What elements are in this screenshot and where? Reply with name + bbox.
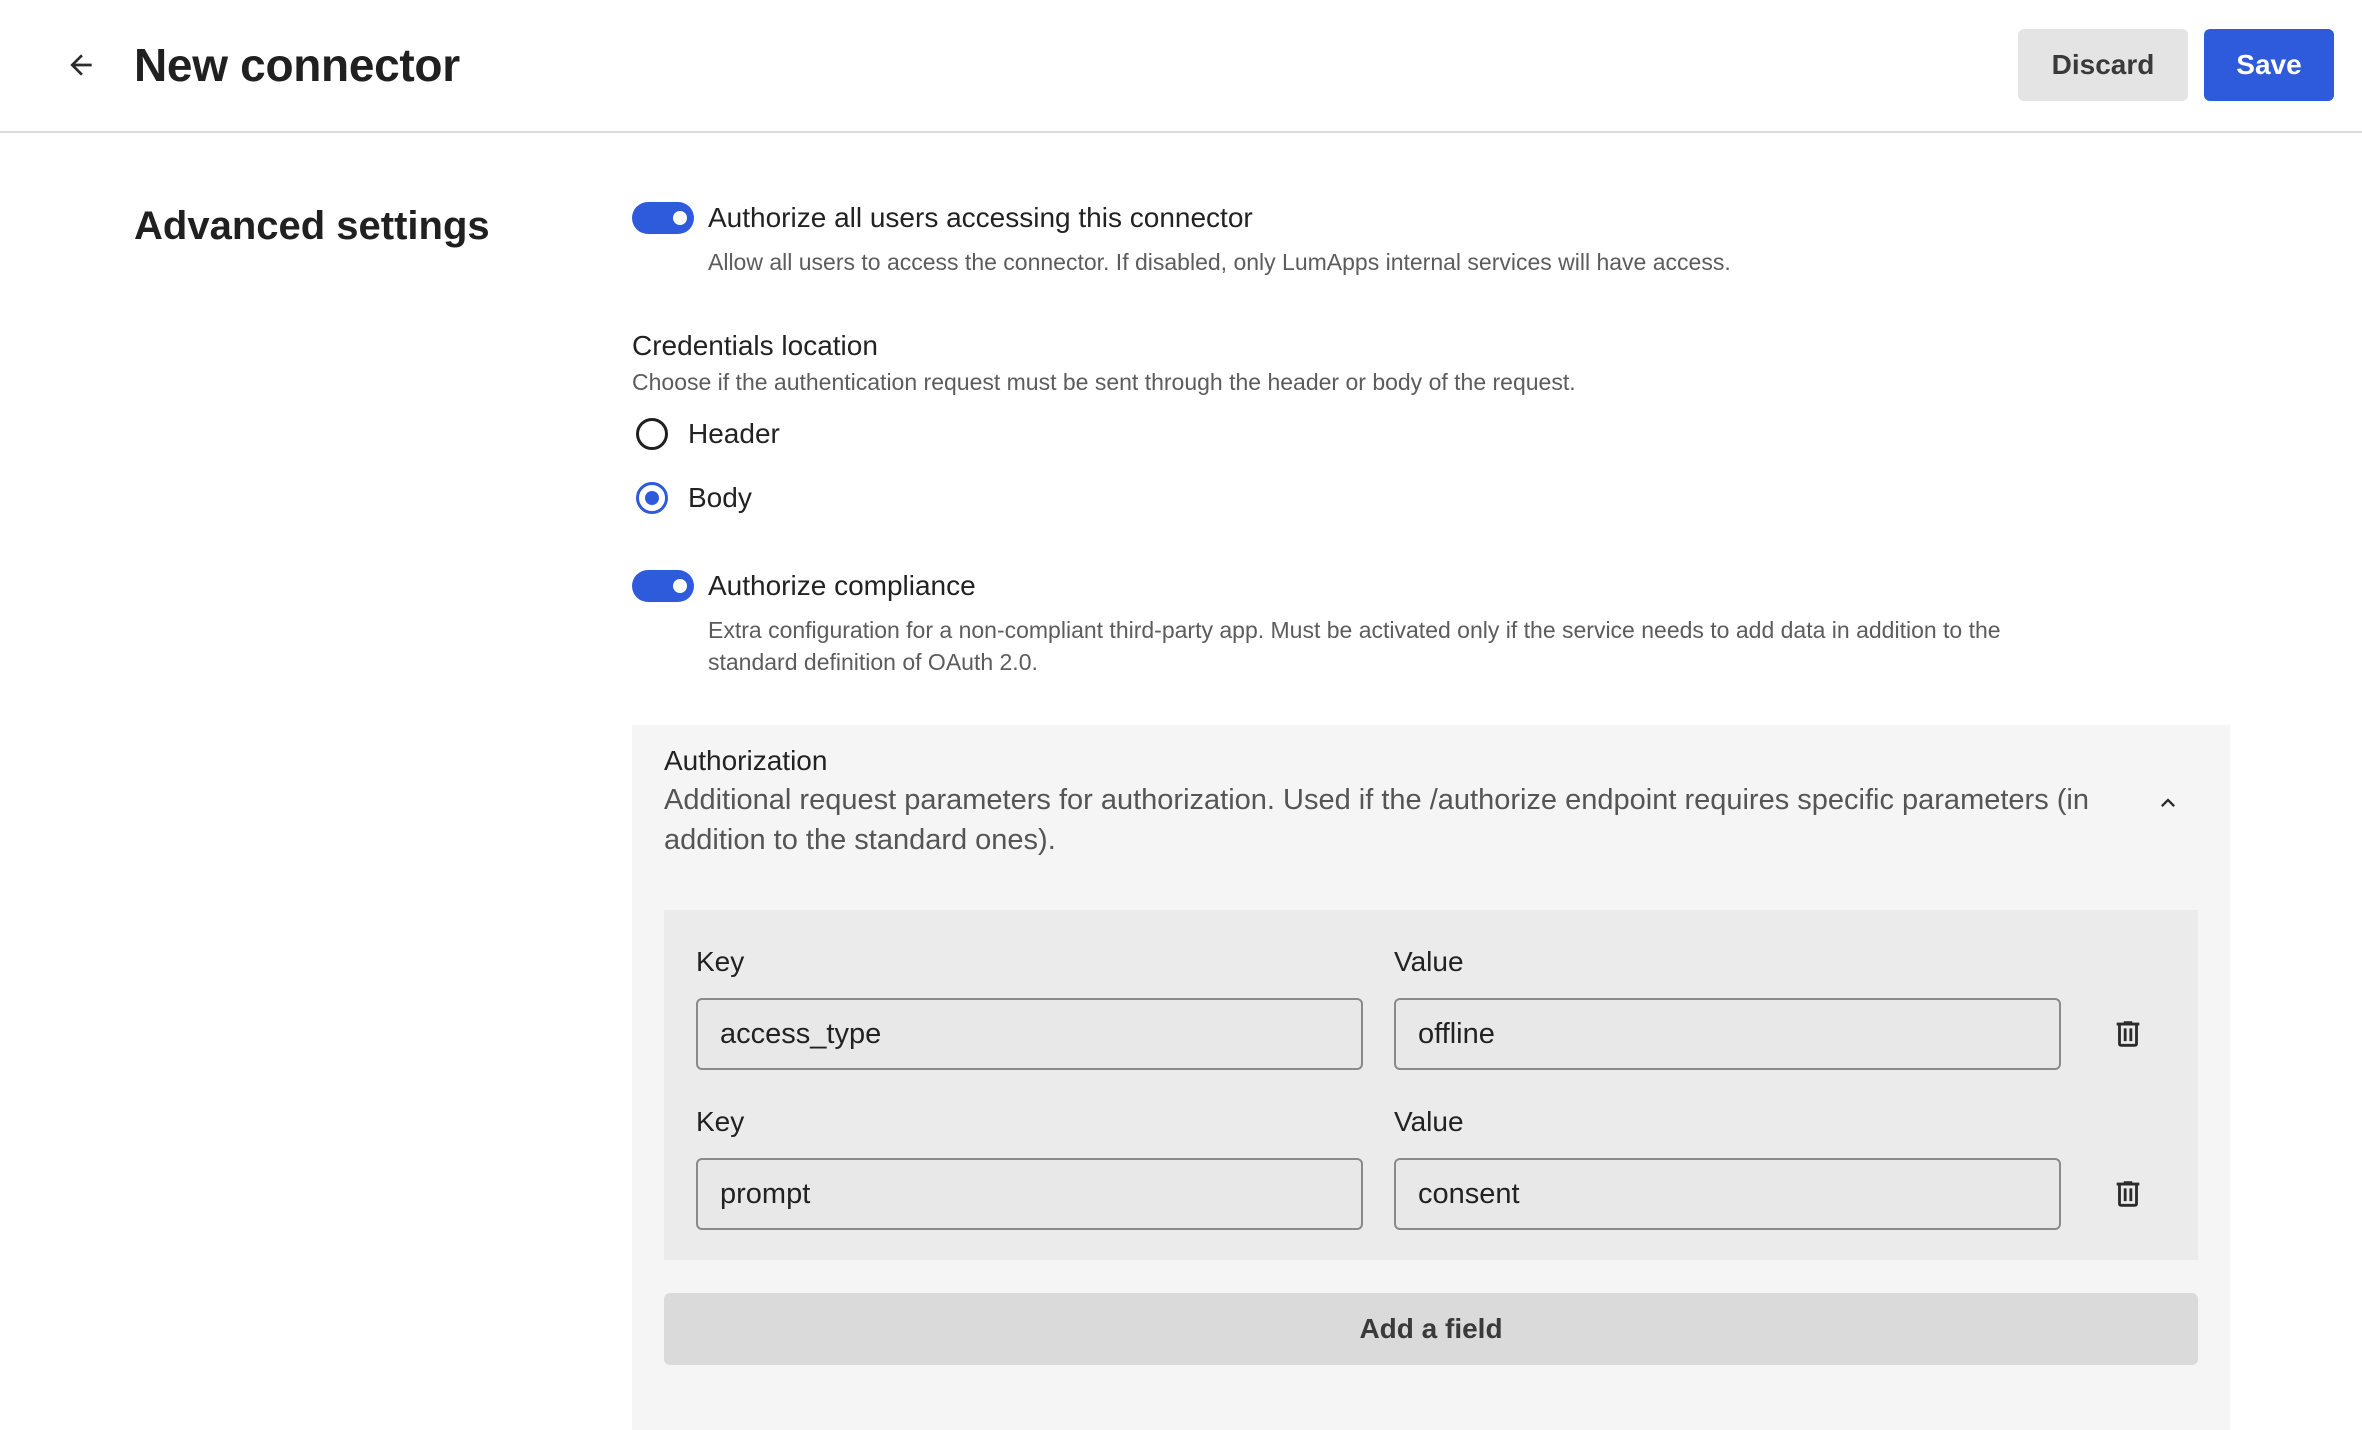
toggle-knob: [673, 579, 687, 593]
discard-button[interactable]: Discard: [2018, 29, 2188, 101]
toggle-knob: [673, 211, 687, 225]
credentials-location-help: Choose if the authentication request must be sent through the header or body of the request.: [632, 369, 1576, 395]
collapse-button[interactable]: [2150, 785, 2186, 821]
value-label: Value: [1394, 946, 1464, 977]
key-input[interactable]: prompt: [696, 1158, 1363, 1230]
value-input[interactable]: consent: [1394, 1158, 2061, 1230]
back-button[interactable]: [56, 42, 106, 88]
radio-header-label[interactable]: Header: [688, 418, 780, 449]
page-title: New connector: [134, 39, 460, 91]
authorize-users-label: Authorize all users accessing this connector: [708, 202, 1253, 233]
authorization-panel: [632, 725, 2230, 1430]
trash-icon[interactable]: [2111, 1017, 2145, 1051]
key-label: Key: [696, 1106, 745, 1137]
delete-field-button[interactable]: [2108, 1174, 2148, 1214]
fields-container: [664, 910, 2198, 1260]
radio-body-label[interactable]: Body: [688, 482, 752, 513]
arrow-left-icon[interactable]: [65, 49, 97, 81]
authorization-title: Authorization: [664, 745, 828, 776]
chevron-up-icon[interactable]: [2154, 789, 2182, 817]
authorize-compliance-toggle[interactable]: [632, 570, 694, 602]
trash-icon[interactable]: [2111, 1177, 2145, 1211]
authorize-users-toggle[interactable]: [632, 202, 694, 234]
key-label: Key: [696, 946, 745, 977]
authorize-compliance-help-1: Extra configuration for a non-compliant third-party app. Must be activated only if the service needs to add data in addition to the: [708, 617, 2001, 643]
save-button[interactable]: Save: [2204, 29, 2334, 101]
radio-header[interactable]: [636, 418, 668, 450]
key-input[interactable]: access_type: [696, 998, 1363, 1070]
authorize-compliance-help-2: standard definition of OAuth 2.0.: [708, 649, 1038, 675]
radio-dot: [645, 491, 659, 505]
add-field-button[interactable]: Add a field: [664, 1293, 2198, 1365]
value-label: Value: [1394, 1106, 1464, 1137]
delete-field-button[interactable]: [2108, 1014, 2148, 1054]
authorize-users-help: Allow all users to access the connector. If disabled, only LumApps internal services will have access.: [708, 249, 1731, 275]
authorization-description: Additional request parameters for authorization. Used if the /authorize endpoint requires specific parameters (in addition to the standard ones).: [664, 784, 2089, 856]
authorize-compliance-label: Authorize compliance: [708, 570, 976, 601]
value-input[interactable]: offline: [1394, 998, 2061, 1070]
section-title: Advanced settings: [134, 204, 490, 248]
page-header: [0, 0, 2362, 133]
radio-body[interactable]: [636, 482, 668, 514]
credentials-location-label: Credentials location: [632, 330, 878, 361]
